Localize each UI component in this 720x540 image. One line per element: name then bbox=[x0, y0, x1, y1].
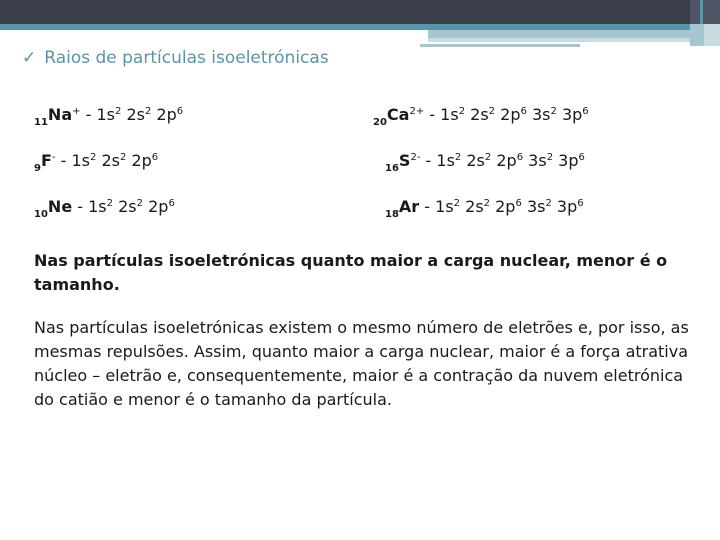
atomic-number: 11 bbox=[34, 117, 48, 128]
element-symbol: F bbox=[40, 151, 52, 170]
ion-charge: 2- bbox=[410, 152, 421, 163]
separator: - bbox=[80, 105, 97, 124]
header-bar bbox=[0, 0, 720, 24]
configuration-text: $1s^2$ $2s^2$ $2p^6$ bbox=[88, 197, 175, 216]
header-edge bbox=[700, 0, 703, 24]
slide-title: Raios de partículas isoeletrónicas bbox=[44, 48, 329, 68]
particle-config-ar bbox=[385, 194, 584, 225]
decor-stripe bbox=[704, 24, 720, 46]
separator: - bbox=[55, 151, 72, 170]
particle-config-ne bbox=[34, 194, 175, 225]
element-symbol: Ca bbox=[386, 105, 410, 124]
decor-stripe bbox=[428, 30, 690, 38]
atomic-number: 18 bbox=[385, 209, 399, 220]
separator: - bbox=[72, 197, 89, 216]
checkmark-icon: ✓ bbox=[22, 48, 37, 68]
particle-config-f bbox=[34, 148, 158, 179]
configuration-text: $1s^2$ $2s^2$ $2p^6$ $3s^2$ $3p^6$ bbox=[436, 151, 585, 170]
element-symbol: Ar bbox=[398, 197, 420, 216]
slide-title-row bbox=[22, 48, 329, 68]
atomic-number: 9 bbox=[34, 163, 41, 174]
configuration-text: $1s^2$ $2s^2$ $2p^6$ $3s^2$ $3p^6$ bbox=[435, 197, 584, 216]
configuration-text: $1s^2$ $2s^2$ $2p^6$ $3s^2$ $3p^6$ bbox=[440, 105, 589, 124]
atomic-number: 20 bbox=[373, 117, 387, 128]
element-symbol: S bbox=[398, 151, 411, 170]
summary-statement: Nas partículas isoeletrónicas quanto maior a carga nuclear, menor é o tamanho. bbox=[34, 251, 668, 294]
ion-charge: + bbox=[72, 106, 81, 117]
configuration-text: $1s^2$ $2s^2$ $2p^6$ bbox=[96, 105, 184, 124]
separator: - bbox=[424, 105, 441, 124]
explanation-paragraph: Nas partículas isoeletrónicas existem o mesmo número de eletrões e, por isso, as mesmas repulsões. Assim, quanto maior a carga nuclear, maior é a força atrativa núcleo – eletrão e, consequentemente, maior é a contração da nuvem eletrónica do catião e menor é o tamanho da partícula. bbox=[34, 318, 689, 409]
particle-config-ca bbox=[373, 102, 589, 133]
particle-config-s bbox=[385, 148, 585, 179]
particle-config-na bbox=[34, 102, 183, 133]
atomic-number: 16 bbox=[385, 163, 399, 174]
separator: - bbox=[419, 197, 436, 216]
configuration-text: $1s^2$ $2s^2$ $2p^6$ bbox=[71, 151, 159, 170]
decor-stripe bbox=[420, 44, 580, 47]
atomic-number: 10 bbox=[34, 209, 48, 220]
ion-charge: 2+ bbox=[409, 106, 425, 117]
element-symbol: Na bbox=[47, 105, 73, 124]
header-accent bbox=[690, 0, 720, 24]
separator: - bbox=[420, 151, 437, 170]
decor-stripe bbox=[0, 30, 428, 34]
decor-stripe bbox=[428, 38, 690, 42]
element-symbol: Ne bbox=[47, 197, 73, 216]
ion-charge: - bbox=[51, 152, 56, 163]
